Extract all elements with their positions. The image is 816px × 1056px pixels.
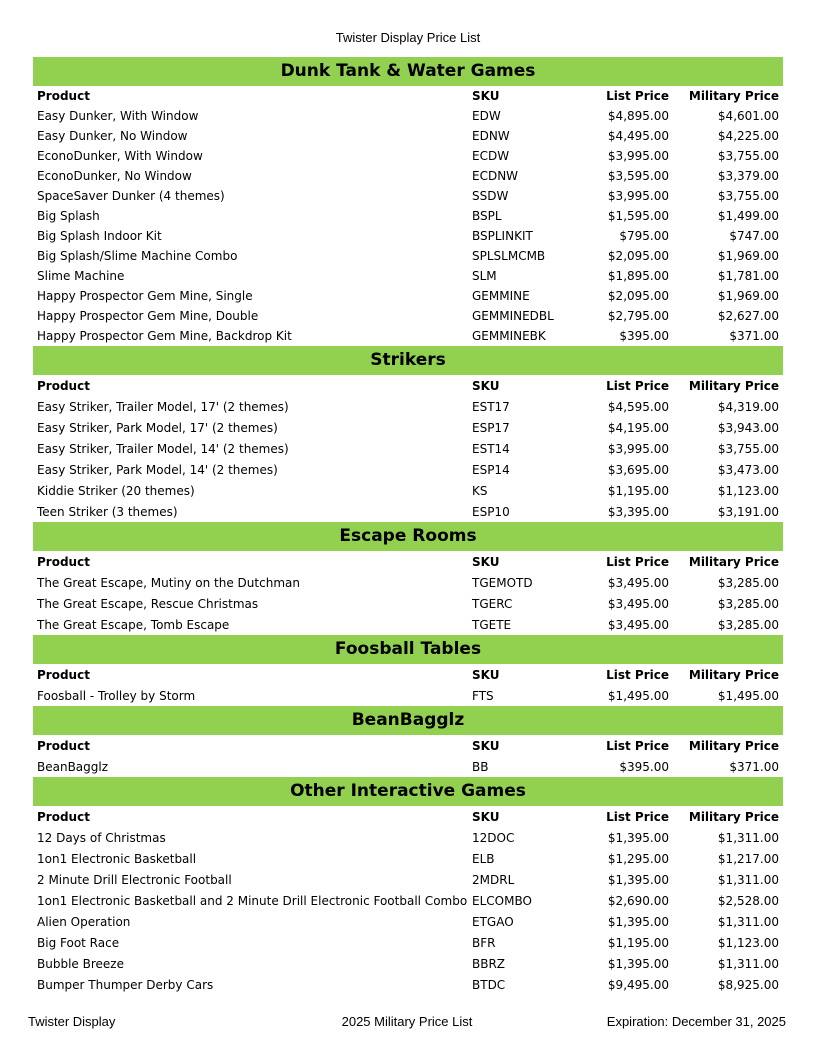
sku-code: BFR xyxy=(472,935,496,950)
column-header-military-price: Military Price xyxy=(688,667,779,682)
column-header-product: Product xyxy=(37,89,90,103)
table-row xyxy=(33,685,783,706)
table-row xyxy=(33,106,783,126)
table-row xyxy=(33,306,783,326)
column-header-list-price: List Price xyxy=(606,809,669,824)
list-price: $1,195.00 xyxy=(607,483,669,498)
product-name: Easy Striker, Park Model, 17' (2 themes) xyxy=(37,420,278,435)
sku-code: BB xyxy=(472,759,489,774)
list-price: $1,595.00 xyxy=(607,209,669,223)
price-table xyxy=(33,86,783,346)
list-price: $1,395.00 xyxy=(607,830,669,845)
table-row xyxy=(33,480,783,501)
military-price: $4,601.00 xyxy=(717,109,779,123)
military-price: $1,311.00 xyxy=(717,956,779,971)
table-row xyxy=(33,186,783,206)
footer-expiration: Expiration: December 31, 2025 xyxy=(606,1014,786,1029)
military-price: $8,925.00 xyxy=(717,977,779,992)
product-name: Foosball - Trolley by Storm xyxy=(37,688,196,703)
list-price: $3,595.00 xyxy=(607,169,669,183)
section-header: Other Interactive Games xyxy=(33,777,783,806)
product-name: Happy Prospector Gem Mine, Single xyxy=(37,289,253,303)
product-name: Kiddie Striker (20 themes) xyxy=(37,483,195,498)
sku-code: BTDC xyxy=(472,977,506,992)
table-row xyxy=(33,266,783,286)
product-name: Easy Dunker, No Window xyxy=(37,129,188,143)
sku-code: EST14 xyxy=(472,441,510,456)
table-row xyxy=(33,593,783,614)
sku-code: EDNW xyxy=(472,129,510,143)
product-name: Big Splash Indoor Kit xyxy=(37,229,162,243)
table-header-row xyxy=(33,551,783,572)
section-header: Dunk Tank & Water Games xyxy=(33,57,783,86)
sku-code: GEMMINE xyxy=(472,289,530,303)
table-row xyxy=(33,869,783,890)
sku-code: ETGAO xyxy=(472,914,514,929)
sku-code: SPLSLMCMB xyxy=(472,249,546,263)
table-row xyxy=(33,848,783,869)
product-name: Slime Machine xyxy=(37,269,125,283)
column-header-product: Product xyxy=(37,738,90,753)
military-price: $3,285.00 xyxy=(717,575,779,590)
table-header-row xyxy=(33,375,783,396)
table-row xyxy=(33,417,783,438)
product-name: Happy Prospector Gem Mine, Backdrop Kit xyxy=(37,329,292,343)
list-price: $9,495.00 xyxy=(607,977,669,992)
list-price: $3,495.00 xyxy=(607,617,669,632)
military-price: $3,755.00 xyxy=(717,441,779,456)
sku-code: 12DOC xyxy=(472,830,515,845)
table-row xyxy=(33,572,783,593)
column-header-sku: SKU xyxy=(472,378,500,393)
section-header: Foosball Tables xyxy=(33,635,783,664)
list-price: $3,395.00 xyxy=(607,504,669,519)
price-section xyxy=(33,777,783,995)
page-footer xyxy=(28,1014,786,1032)
sku-code: BSPL xyxy=(472,209,502,223)
section-header: Escape Rooms xyxy=(33,522,783,551)
product-name: The Great Escape, Tomb Escape xyxy=(37,617,230,632)
sku-code: SLM xyxy=(472,269,497,283)
product-name: SpaceSaver Dunker (4 themes) xyxy=(37,189,225,203)
column-header-list-price: List Price xyxy=(606,667,669,682)
column-header-list-price: List Price xyxy=(606,738,669,753)
table-row xyxy=(33,286,783,306)
table-header-row xyxy=(33,664,783,685)
list-price: $4,895.00 xyxy=(607,109,669,123)
product-name: 12 Days of Christmas xyxy=(37,830,166,845)
table-header-row xyxy=(33,86,783,106)
list-price: $3,995.00 xyxy=(607,441,669,456)
price-section xyxy=(33,346,783,522)
price-section xyxy=(33,522,783,635)
table-row xyxy=(33,126,783,146)
column-header-product: Product xyxy=(37,554,90,569)
military-price: $371.00 xyxy=(729,329,779,343)
page-title: Twister Display Price List xyxy=(335,30,481,45)
military-price: $1,311.00 xyxy=(717,914,779,929)
military-price: $3,285.00 xyxy=(717,617,779,632)
table-row xyxy=(33,226,783,246)
table-row xyxy=(33,438,783,459)
sku-code: FTS xyxy=(472,688,494,703)
list-price: $1,395.00 xyxy=(607,872,669,887)
column-header-list-price: List Price xyxy=(606,89,669,103)
table-row xyxy=(33,890,783,911)
military-price: $3,755.00 xyxy=(717,189,779,203)
table-row xyxy=(33,614,783,635)
column-header-sku: SKU xyxy=(472,89,500,103)
military-price: $1,499.00 xyxy=(717,209,779,223)
list-price: $1,495.00 xyxy=(607,688,669,703)
list-price: $395.00 xyxy=(619,759,669,774)
price-table xyxy=(33,664,783,706)
column-header-military-price: Military Price xyxy=(688,378,779,393)
military-price: $4,319.00 xyxy=(717,399,779,414)
price-table xyxy=(33,735,783,777)
product-name: 1on1 Electronic Basketball and 2 Minute Drill Electronic Football Combo xyxy=(37,893,468,908)
military-price: $1,311.00 xyxy=(717,872,779,887)
column-header-sku: SKU xyxy=(472,809,500,824)
product-name: Big Splash xyxy=(37,209,100,223)
sku-code: GEMMINEBK xyxy=(472,329,546,343)
sku-code: ELCOMBO xyxy=(472,893,532,908)
product-name: 2 Minute Drill Electronic Football xyxy=(37,872,232,887)
product-name: Happy Prospector Gem Mine, Double xyxy=(37,309,259,323)
product-name: Big Foot Race xyxy=(37,935,120,950)
section-header: Strikers xyxy=(33,346,783,375)
list-price: $1,395.00 xyxy=(607,914,669,929)
sku-code: ECDNW xyxy=(472,169,519,183)
sku-code: BSPLINKIT xyxy=(472,229,533,243)
sku-code: ESP10 xyxy=(472,504,510,519)
list-price: $2,690.00 xyxy=(607,893,669,908)
table-row xyxy=(33,932,783,953)
military-price: $3,379.00 xyxy=(717,169,779,183)
price-list xyxy=(33,57,783,995)
military-price: $3,473.00 xyxy=(717,462,779,477)
sku-code: SSDW xyxy=(472,189,509,203)
sku-code: ECDW xyxy=(472,149,510,163)
military-price: $2,627.00 xyxy=(717,309,779,323)
list-price: $3,495.00 xyxy=(607,596,669,611)
military-price: $2,528.00 xyxy=(717,893,779,908)
column-header-military-price: Military Price xyxy=(688,809,779,824)
product-name: Easy Striker, Trailer Model, 14' (2 themes) xyxy=(37,441,289,456)
product-name: EconoDunker, No Window xyxy=(37,169,192,183)
table-row xyxy=(33,953,783,974)
product-name: EconoDunker, With Window xyxy=(37,149,203,163)
list-price: $1,895.00 xyxy=(607,269,669,283)
table-row xyxy=(33,146,783,166)
military-price: $1,969.00 xyxy=(717,249,779,263)
list-price: $1,195.00 xyxy=(607,935,669,950)
list-price: $2,095.00 xyxy=(607,249,669,263)
list-price: $1,295.00 xyxy=(607,851,669,866)
table-row xyxy=(33,459,783,480)
product-name: Easy Dunker, With Window xyxy=(37,109,199,123)
list-price: $2,095.00 xyxy=(607,289,669,303)
product-name: Easy Striker, Park Model, 14' (2 themes) xyxy=(37,462,278,477)
list-price: $3,495.00 xyxy=(607,575,669,590)
military-price: $3,755.00 xyxy=(717,149,779,163)
column-header-military-price: Military Price xyxy=(688,554,779,569)
list-price: $4,495.00 xyxy=(607,129,669,143)
list-price: $1,395.00 xyxy=(607,956,669,971)
sku-code: BBRZ xyxy=(472,956,506,971)
table-row xyxy=(33,166,783,186)
sku-code: TGETE xyxy=(472,617,512,632)
table-row xyxy=(33,246,783,266)
sku-code: EDW xyxy=(472,109,501,123)
column-header-list-price: List Price xyxy=(606,378,669,393)
list-price: $3,995.00 xyxy=(607,149,669,163)
sku-code: ESP14 xyxy=(472,462,510,477)
price-table xyxy=(33,551,783,635)
list-price: $4,595.00 xyxy=(607,399,669,414)
product-name: Big Splash/Slime Machine Combo xyxy=(37,249,238,263)
product-name: The Great Escape, Rescue Christmas xyxy=(37,596,259,611)
sku-code: 2MDRL xyxy=(472,872,515,887)
list-price: $4,195.00 xyxy=(607,420,669,435)
table-row xyxy=(33,756,783,777)
military-price: $1,969.00 xyxy=(717,289,779,303)
military-price: $1,495.00 xyxy=(717,688,779,703)
list-price: $3,995.00 xyxy=(607,189,669,203)
table-header-row xyxy=(33,806,783,827)
sku-code: ELB xyxy=(472,851,495,866)
military-price: $3,943.00 xyxy=(717,420,779,435)
section-header: BeanBagglz xyxy=(33,706,783,735)
column-header-product: Product xyxy=(37,378,90,393)
sku-code: GEMMINEDBL xyxy=(472,309,554,323)
column-header-list-price: List Price xyxy=(606,554,669,569)
column-header-product: Product xyxy=(37,809,90,824)
product-name: Teen Striker (3 themes) xyxy=(37,504,178,519)
product-name: Bubble Breeze xyxy=(37,956,124,971)
footer-list-name: 2025 Military Price List xyxy=(341,1014,473,1029)
product-name: Alien Operation xyxy=(37,914,131,929)
price-table xyxy=(33,375,783,522)
list-price: $395.00 xyxy=(619,329,669,343)
table-row xyxy=(33,501,783,522)
table-row xyxy=(33,827,783,848)
list-price: $795.00 xyxy=(619,229,669,243)
sku-code: EST17 xyxy=(472,399,510,414)
military-price: $3,191.00 xyxy=(717,504,779,519)
sku-code: KS xyxy=(472,483,488,498)
column-header-military-price: Military Price xyxy=(688,89,779,103)
military-price: $371.00 xyxy=(729,759,779,774)
military-price: $1,217.00 xyxy=(717,851,779,866)
column-header-sku: SKU xyxy=(472,667,500,682)
table-row xyxy=(33,911,783,932)
military-price: $3,285.00 xyxy=(717,596,779,611)
price-section xyxy=(33,635,783,706)
table-row xyxy=(33,326,783,346)
table-row xyxy=(33,206,783,226)
product-name: BeanBagglz xyxy=(37,759,109,774)
price-section xyxy=(33,57,783,346)
footer-company: Twister Display xyxy=(28,1014,116,1029)
military-price: $4,225.00 xyxy=(717,129,779,143)
military-price: $1,781.00 xyxy=(717,269,779,283)
product-name: Easy Striker, Trailer Model, 17' (2 themes) xyxy=(37,399,289,414)
price-section xyxy=(33,706,783,777)
column-header-product: Product xyxy=(37,667,90,682)
military-price: $747.00 xyxy=(729,229,779,243)
price-table xyxy=(33,806,783,995)
product-name: 1on1 Electronic Basketball xyxy=(37,851,197,866)
column-header-military-price: Military Price xyxy=(688,738,779,753)
table-row xyxy=(33,396,783,417)
sku-code: ESP17 xyxy=(472,420,510,435)
column-header-sku: SKU xyxy=(472,554,500,569)
military-price: $1,123.00 xyxy=(717,935,779,950)
table-header-row xyxy=(33,735,783,756)
military-price: $1,123.00 xyxy=(717,483,779,498)
sku-code: TGEMOTD xyxy=(472,575,533,590)
column-header-sku: SKU xyxy=(472,738,500,753)
military-price: $1,311.00 xyxy=(717,830,779,845)
list-price: $2,795.00 xyxy=(607,309,669,323)
product-name: Bumper Thumper Derby Cars xyxy=(37,977,214,992)
table-row xyxy=(33,974,783,995)
sku-code: TGERC xyxy=(472,596,513,611)
product-name: The Great Escape, Mutiny on the Dutchman xyxy=(37,575,300,590)
list-price: $3,695.00 xyxy=(607,462,669,477)
